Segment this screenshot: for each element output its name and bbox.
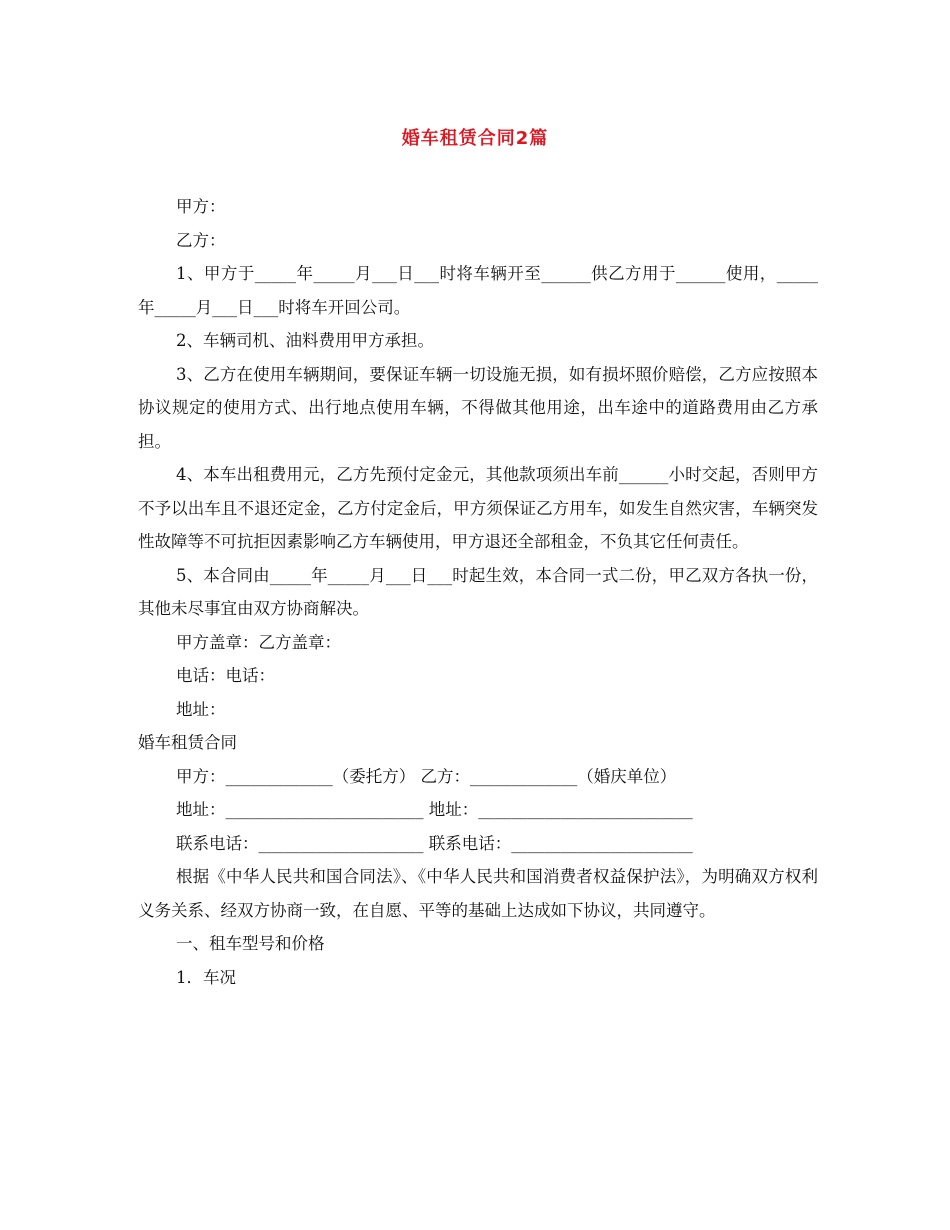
party-b-line: 乙方：: [176, 230, 226, 250]
seal-line: 甲方盖章：乙方盖章：: [176, 632, 341, 652]
preamble-paragraph: 根据《中华人民共和国合同法》、《中华人民共和国消费者权益保护法》，为明确双方权利义务关系、经双方协商一致，在自愿、平等的基础上达成如下协议，共同遵守。: [138, 867, 818, 920]
phone-line: 电话：电话：: [176, 666, 275, 685]
parties-line: 甲方：_____________（委托方） 乙方：_____________（婚庆单位）: [176, 766, 677, 786]
clause-4: 4、本车出租费用元，乙方先预付定金元，其他款项须出车前______小时交起，否则甲方不予以出车且不退还定金，乙方付定金后，甲方须保证乙方用车，如发生自然灾害，车辆突发性故障等不可抗拒因素影响乙方车辆使用，甲方退还全部租金，不负其它任何责任。: [138, 465, 818, 551]
addresses-line: 地址：________________________ 地址：__________________________: [176, 800, 693, 819]
clause-2: 2、车辆司机、油料费用甲方承担。: [176, 331, 434, 350]
party-a-line: 甲方：: [176, 197, 226, 216]
clause-5: 5、本合同由_____年_____月___日___时起生效，本合同一式二份，甲乙双方各执一份，其他未尽事宜由双方协商解决。: [138, 565, 818, 618]
subsection-heading-1: 1．车况: [176, 967, 236, 987]
address-line: 地址：: [176, 699, 226, 719]
section-heading-1: 一、租车型号和价格: [176, 934, 325, 953]
contact-phones-line: 联系电话：____________________ 联系电话：______________________: [176, 833, 693, 853]
document-body: [138, 190, 818, 994]
clause-1: 1、甲方于_____年_____月___日___时将车辆开至______供乙方用于______使用，_____年_____月___日___时将车开回公司。: [138, 264, 818, 317]
document-title: 婚车租赁合同2篇: [401, 128, 549, 149]
clause-3: 3、乙方在使用车辆期间，要保证车辆一切设施无损，如有损坏照价赔偿，乙方应按照本协议规定的使用方式、出行地点使用车辆，不得做其他用途，出车途中的道路费用由乙方承担。: [138, 364, 818, 451]
second-contract-heading: 婚车租赁合同: [138, 733, 237, 752]
